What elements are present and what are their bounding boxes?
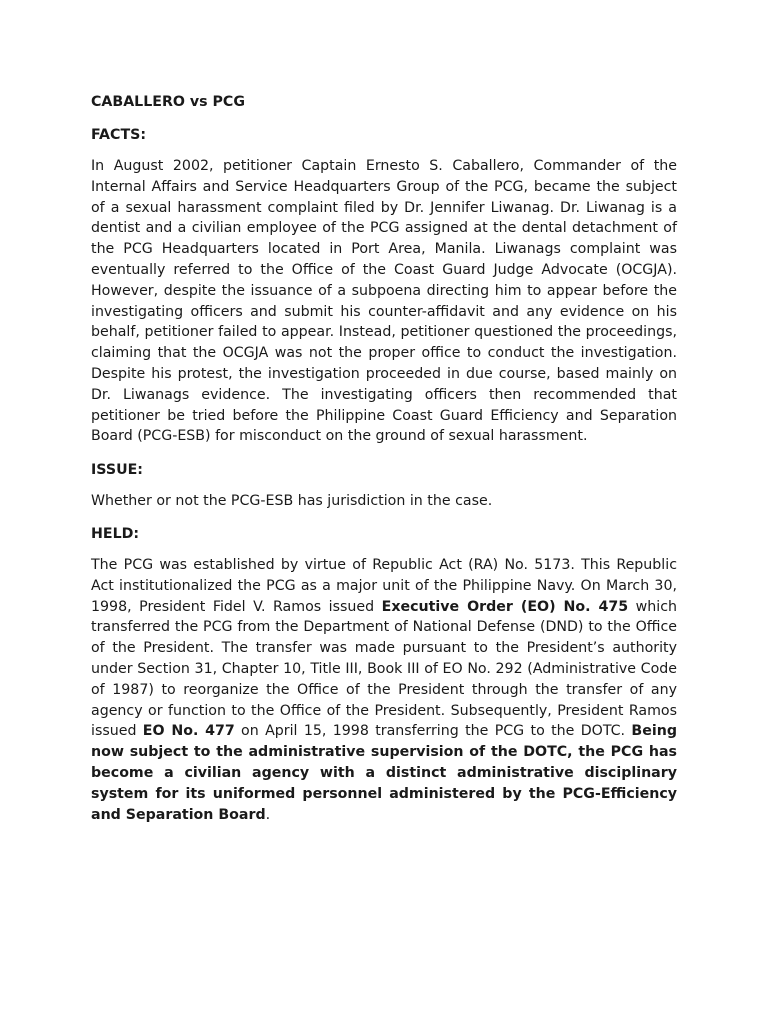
facts-paragraph: In August 2002, petitioner Captain Ernesto S. Caballero, Commander of the Internal Affairs and Service Headquarters Group of the PCG, became the subject of a sexual harassment complaint filed by Dr. Jennifer Liwanag. Dr. Liwanag is a dentist and a civilian employee of the PCG assigned at the dental detachment of the PCG Headquarters located in Port Area, Manila. Liwanags complaint was eventually referred to the Office of the Coast Guard Judge Advocate (OCGJA). However, despite the issuance of a subpoena directing him to appear before the investigating officers and submit his counter-affidavit and any evidence on his behalf, petitioner failed to appear. Instead, petitioner questioned the proceedings, claiming that the OCGJA was not the proper office to conduct the investigation. Despite his protest, the investigation proceeded in due course, based mainly on Dr. Liwanags evidence. The investigating officers then recommended that petitioner be tried before the Philippine Coast Guard Efficiency and Separation Board (PCG-ESB) for misconduct on the ground of sexual harassment. — [91, 158, 677, 445]
held-segment-1: Executive Order (EO) No. 475 — [381, 598, 629, 615]
held-segment-5: Being now subject to the administrative supervision of the DOTC, the PCG has become a civilian agency with a distinct administrative disciplinary system for its uniformed personnel administered by the PCG-Efficiency and Separation Board — [91, 723, 677, 823]
held-segment-3: EO No. 477 — [142, 723, 235, 740]
issue-paragraph: Whether or not the PCG-ESB has jurisdiction in the case. — [91, 493, 493, 510]
held-segment-6: . — [265, 806, 271, 823]
held-heading: HELD: — [91, 525, 140, 542]
held-paragraph — [91, 555, 677, 825]
facts-heading: FACTS: — [91, 127, 147, 143]
document-page — [91, 92, 677, 838]
held-segment-4: on April 15, 1998 transferring the PCG to the DOTC. — [234, 723, 632, 740]
issue-heading: ISSUE: — [91, 462, 143, 479]
held-segment-2: which transferred the PCG from the Department of National Defense (DND) to the Office of the President. The transfer was made pursuant to the President’s authority under Section 31, Chapter 10, Title III, Book III of EO No. 292 (Administrative Code of 1987) to reorganize the Office of the President through the transfer of any agency or function to the Office of the President. Subsequently, President Ramos issued — [91, 598, 677, 740]
document-title: CABALLERO vs PCG — [91, 94, 245, 110]
held-segment-0: The PCG was established by virtue of Republic Act (RA) No. 5173. This Republic Act institutionalized the PCG as a major unit of the Philippine Navy. On March 30, 1998, President Fidel V. Ramos issued — [91, 556, 677, 615]
